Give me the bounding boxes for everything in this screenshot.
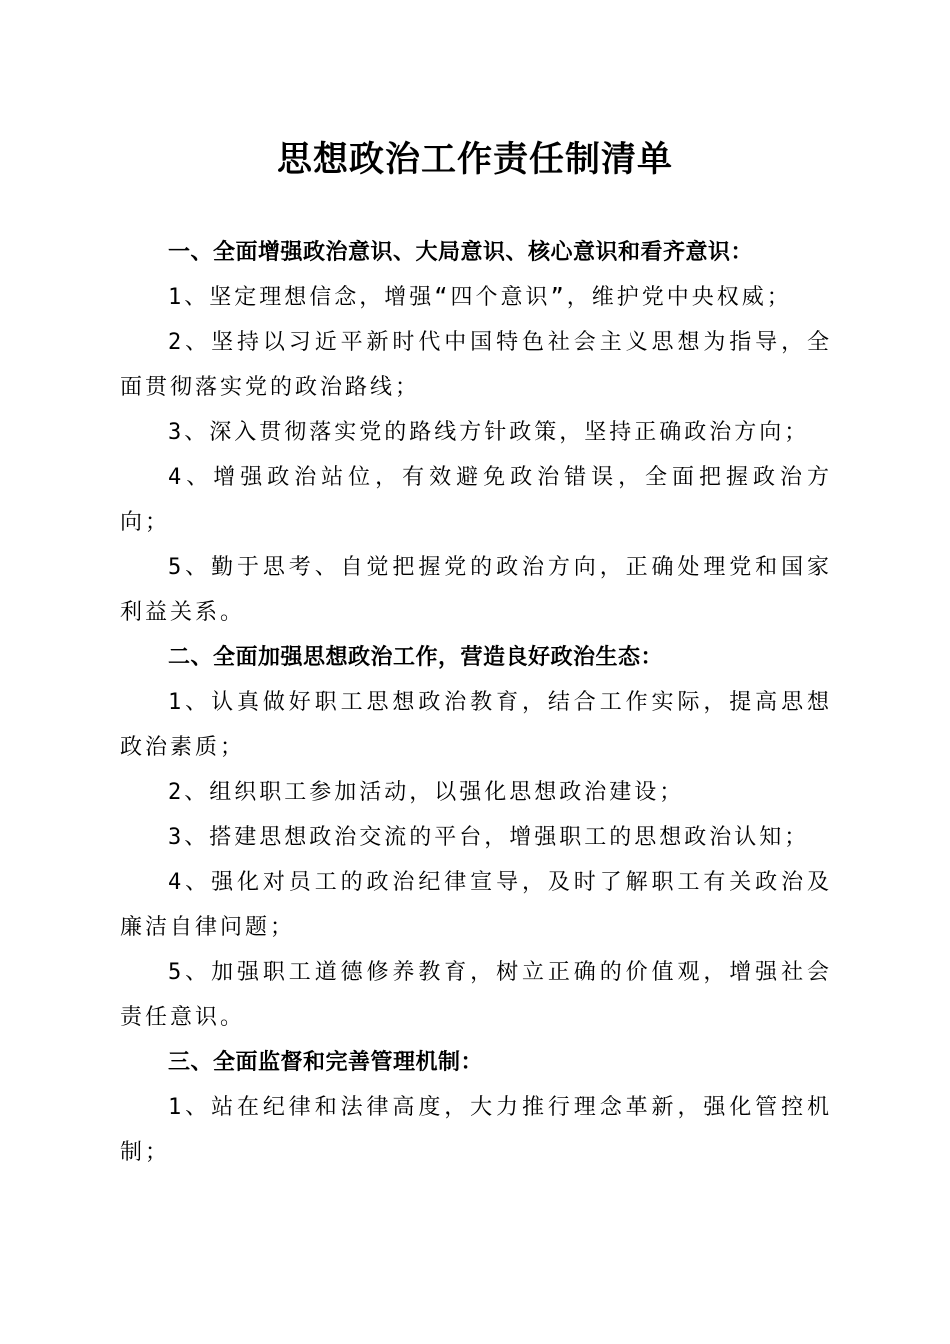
list-item: 2、组织职工参加活动，以强化思想政治建设； bbox=[168, 780, 685, 805]
list-item: 3、深入贯彻落实党的路线方针政策，坚持正确政治方向； bbox=[168, 420, 810, 445]
list-item: 1、认真做好职工思想政治教育，结合工作实际，提高思想政治素质； bbox=[120, 690, 832, 760]
list-item: 2、坚持以习近平新时代中国特色社会主义思想为指导，全面贯彻落实党的政治路线； bbox=[120, 330, 832, 400]
list-item: 5、加强职工道德修养教育，树立正确的价值观，增强社会责任意识。 bbox=[120, 960, 832, 1030]
list-item: 5、勤于思考、自觉把握党的政治方向，正确处理党和国家利益关系。 bbox=[120, 555, 832, 625]
list-item: 4、强化对员工的政治纪律宣导，及时了解职工有关政治及廉洁自律问题； bbox=[120, 870, 832, 940]
list-item: 1、坚定理想信念，增强“四个意识”，维护党中央权威； bbox=[168, 285, 792, 310]
list-item: 4、增强政治站位，有效避免政治错误，全面把握政治方向； bbox=[120, 465, 832, 535]
document-title: 思想政治工作责任制清单 bbox=[276, 139, 673, 180]
list-item: 1、站在纪律和法律高度，大力推行理念革新，强化管控机制； bbox=[120, 1095, 832, 1165]
section-heading: 三、全面监督和完善管理机制： bbox=[168, 1050, 484, 1075]
section-heading: 一、全面增强政治意识、大局意识、核心意识和看齐意识： bbox=[168, 240, 754, 265]
section-heading: 二、全面加强思想政治工作，营造良好政治生态： bbox=[168, 645, 664, 670]
document-body bbox=[120, 230, 832, 1175]
list-item: 3、搭建思想政治交流的平台，增强职工的思想政治认知； bbox=[168, 825, 810, 850]
